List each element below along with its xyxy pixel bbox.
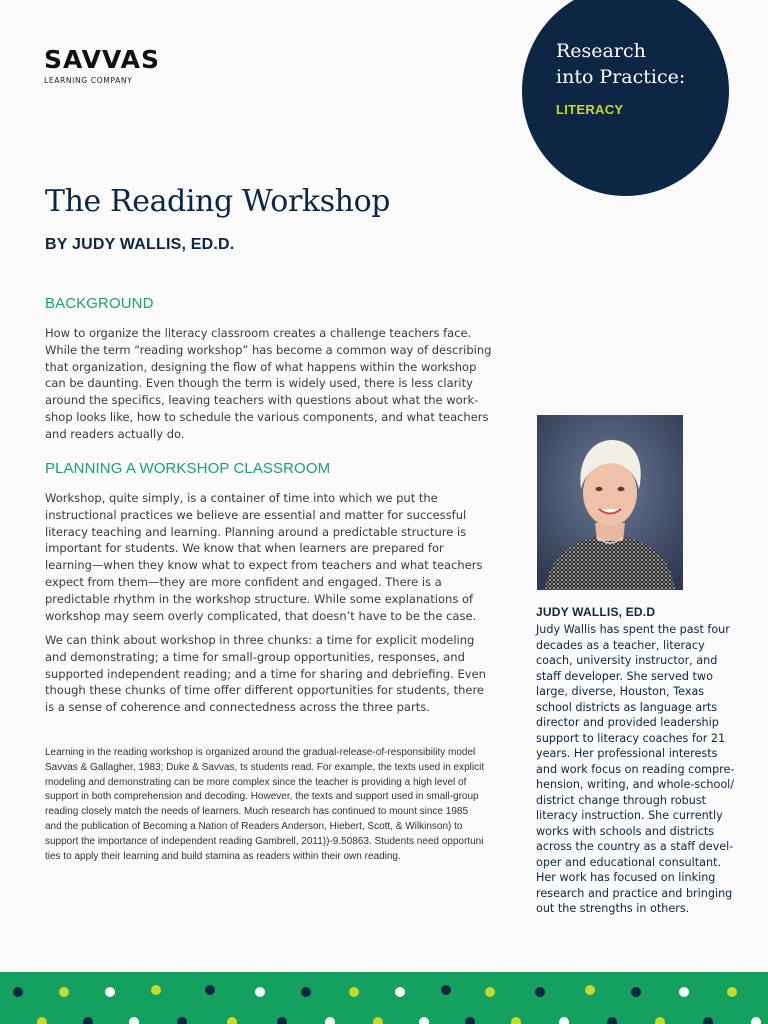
- gradual-release-paragraph: Learning in the reading workshop is organized around the gradual-release-of-responsibility model Savvas & Gallagher, 1983; Duke & Savvas, ts students read. For example, the texts used in explicit modeling and demonstrating can be more complex since the teacher is providing a high level of support in both comprehension and decoding. However, the texts and support used in small-group reading closely match the needs of learners. Much research has continued to mount since 1985 and the publication of Becoming a Nation of Readers Anderson, Hiebert, Scott, & Wilkinson) to support the importance of independent reading Gambrell, 2011))-9.50863. Students need opportuni ties to apply their learning and build stamina as readers within their own reading.: [45, 747, 485, 862]
- section-heading-planning: PLANNING A WORKSHOP CLASSROOM: [45, 460, 331, 477]
- author-bio-text: Judy Wallis has spent the past four decades as a teacher, literacy coach, university instructor, and staff developer. She served two large, diverse, Houston, Texas school districts as language arts director and provided leadership support to literacy coaches for 21 years. Her professional interests and work focus on reading compre-hension, writing, and whole-school/ district change through robust literacy instruction. She currently works with schools and districts across the country as a staff devel-oper and educational consultant. Her work has focused on linking research and practice and bringing out the strengths in others.: [536, 623, 735, 915]
- footer-dots-decoration: [13, 985, 761, 1024]
- dotted-footer-band: [0, 972, 768, 1024]
- background-paragraph: How to organize the literacy classroom creates a challenge teachers face. While the term “reading workshop” has become a common way of describing that organization, designing the flow of what happens within the workshop can be daunting. Even though the term is widely used, there is less clarity around the specifics, leaving teachers with questions about what the work-shop looks like, how to schedule the various components, and what teachers and readers actually do.: [45, 326, 492, 441]
- badge-title-line-1: Research: [556, 40, 646, 62]
- logo-wordmark: SAVVAS: [44, 45, 161, 74]
- savvas-logo: [44, 46, 160, 85]
- planning-paragraph-2: We can think about workshop in three chunks: a time for explicit modeling and demonstrating; a time for small-group opportunities, responses, and supported independent reading; and a time for sharing and debriefing. Even though these chunks of time offer different opportunities for students, there is a sense of coherence and connectedness across the three parts.: [45, 633, 486, 715]
- badge-subject-tag: LITERACY: [556, 102, 624, 117]
- author-bio-name: JUDY WALLIS, ED.D: [536, 605, 656, 619]
- section-heading-background: BACKGROUND: [45, 295, 154, 312]
- logo-tagline: LEARNING COMPANY: [44, 76, 133, 85]
- author-photo: [537, 415, 683, 590]
- badge-title: [556, 38, 685, 90]
- series-badge: [522, 0, 729, 196]
- article-title: The Reading Workshop: [45, 184, 391, 219]
- badge-title-line-2: into Practice:: [556, 66, 686, 88]
- planning-paragraph-1: Workshop, quite simply, is a container of time into which we put the instructional practices we believe are essential and matter for successful literacy teaching and learning. Planning around a predictable structure is important for students. We know that when learners are prepared for learning—when they know what to expect from teachers and what teachers expect from them—they are more confident and engaged. There is a predictable rhythm in the workshop structure. While some explanations of workshop may seem overly complicated, that doesn’t have to be the case.: [45, 491, 483, 623]
- article-byline: BY JUDY WALLIS, ED.D.: [45, 236, 235, 253]
